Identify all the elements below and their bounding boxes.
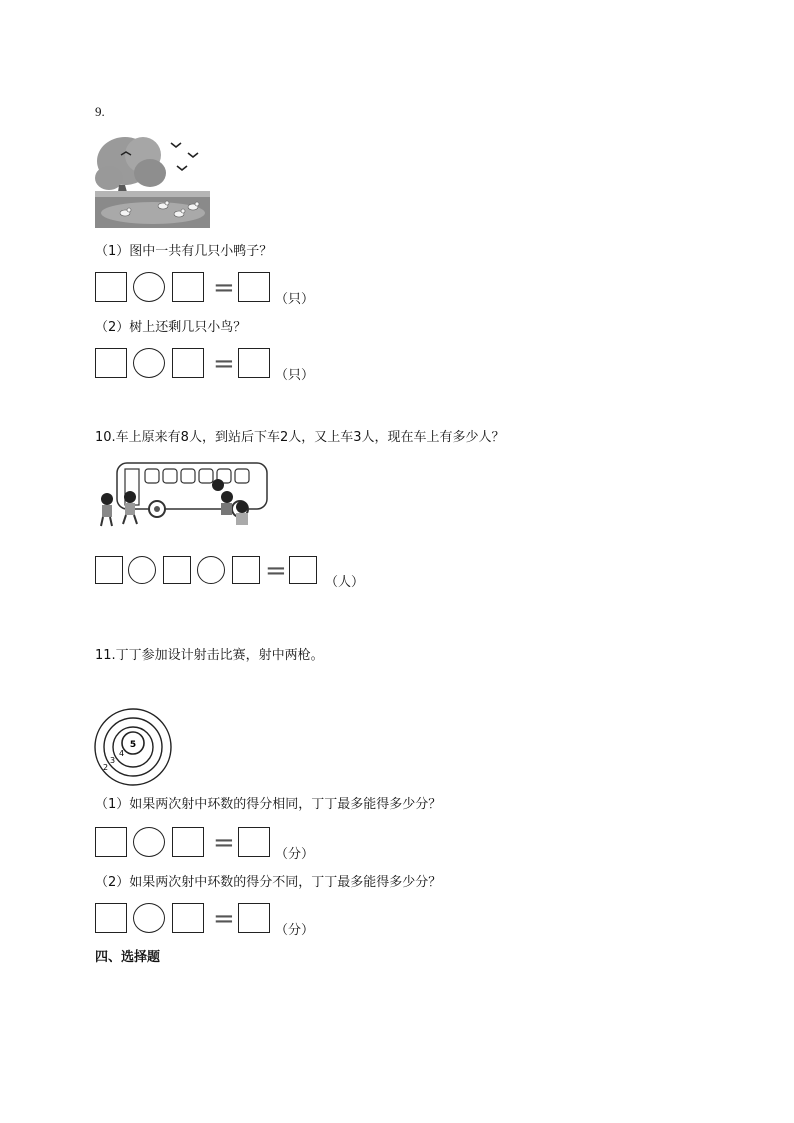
operator-circle[interactable] xyxy=(128,556,156,584)
unit-label: （分） xyxy=(275,847,315,862)
answer-box[interactable] xyxy=(95,556,123,584)
operator-circle[interactable] xyxy=(133,272,165,302)
equals-sign: = xyxy=(265,556,287,586)
question-9-number: 9. xyxy=(95,104,105,119)
answer-box[interactable] xyxy=(95,272,127,302)
answer-box[interactable] xyxy=(172,903,204,933)
answer-box[interactable] xyxy=(163,556,191,584)
answer-box[interactable] xyxy=(95,903,127,933)
answer-box[interactable] xyxy=(172,348,204,378)
answer-box[interactable] xyxy=(238,272,270,302)
ring-label-3: 3 xyxy=(110,756,116,765)
operator-circle[interactable] xyxy=(133,348,165,378)
equals-sign: = xyxy=(213,904,235,934)
question-11-text: 11.丁丁参加设计射击比赛，射中两枪。 xyxy=(95,648,324,663)
answer-box[interactable] xyxy=(95,827,127,857)
ring-label-2: 2 xyxy=(103,763,109,772)
equals-sign: = xyxy=(213,349,235,379)
ring-label-4: 4 xyxy=(119,749,125,758)
unit-label: （分） xyxy=(275,923,315,938)
question-9-sub1: （1）图中一共有几只小鸭子？ xyxy=(95,244,273,259)
tree-ducks-birds-illustration xyxy=(95,133,210,228)
equals-sign: = xyxy=(213,828,235,858)
section-heading: 四、选择题 xyxy=(95,950,161,965)
operator-circle[interactable] xyxy=(197,556,225,584)
answer-box[interactable] xyxy=(232,556,260,584)
answer-box[interactable] xyxy=(289,556,317,584)
equals-sign: = xyxy=(213,273,235,303)
operator-circle[interactable] xyxy=(133,903,165,933)
answer-box[interactable] xyxy=(238,903,270,933)
unit-label: （人） xyxy=(325,575,365,590)
ring-label-5: 5 xyxy=(129,740,137,750)
question-10-text: 10.车上原来有8人，到站后下车2人，又上车3人，现在车上有多少人？ xyxy=(95,430,505,445)
operator-circle[interactable] xyxy=(133,827,165,857)
unit-label: （只） xyxy=(275,292,315,307)
answer-box[interactable] xyxy=(95,348,127,378)
answer-box[interactable] xyxy=(238,827,270,857)
bus-passengers-illustration xyxy=(95,457,275,529)
answer-box[interactable] xyxy=(238,348,270,378)
answer-box[interactable] xyxy=(172,272,204,302)
target-rings-diagram xyxy=(93,707,173,787)
unit-label: （只） xyxy=(275,368,315,383)
question-11-sub1: （1）如果两次射中环数的得分相同，丁丁最多能得多少分？ xyxy=(95,797,442,812)
question-9-sub2: （2）树上还剩几只小鸟？ xyxy=(95,320,247,335)
question-11-sub2: （2）如果两次射中环数的得分不同，丁丁最多能得多少分？ xyxy=(95,875,442,890)
answer-box[interactable] xyxy=(172,827,204,857)
